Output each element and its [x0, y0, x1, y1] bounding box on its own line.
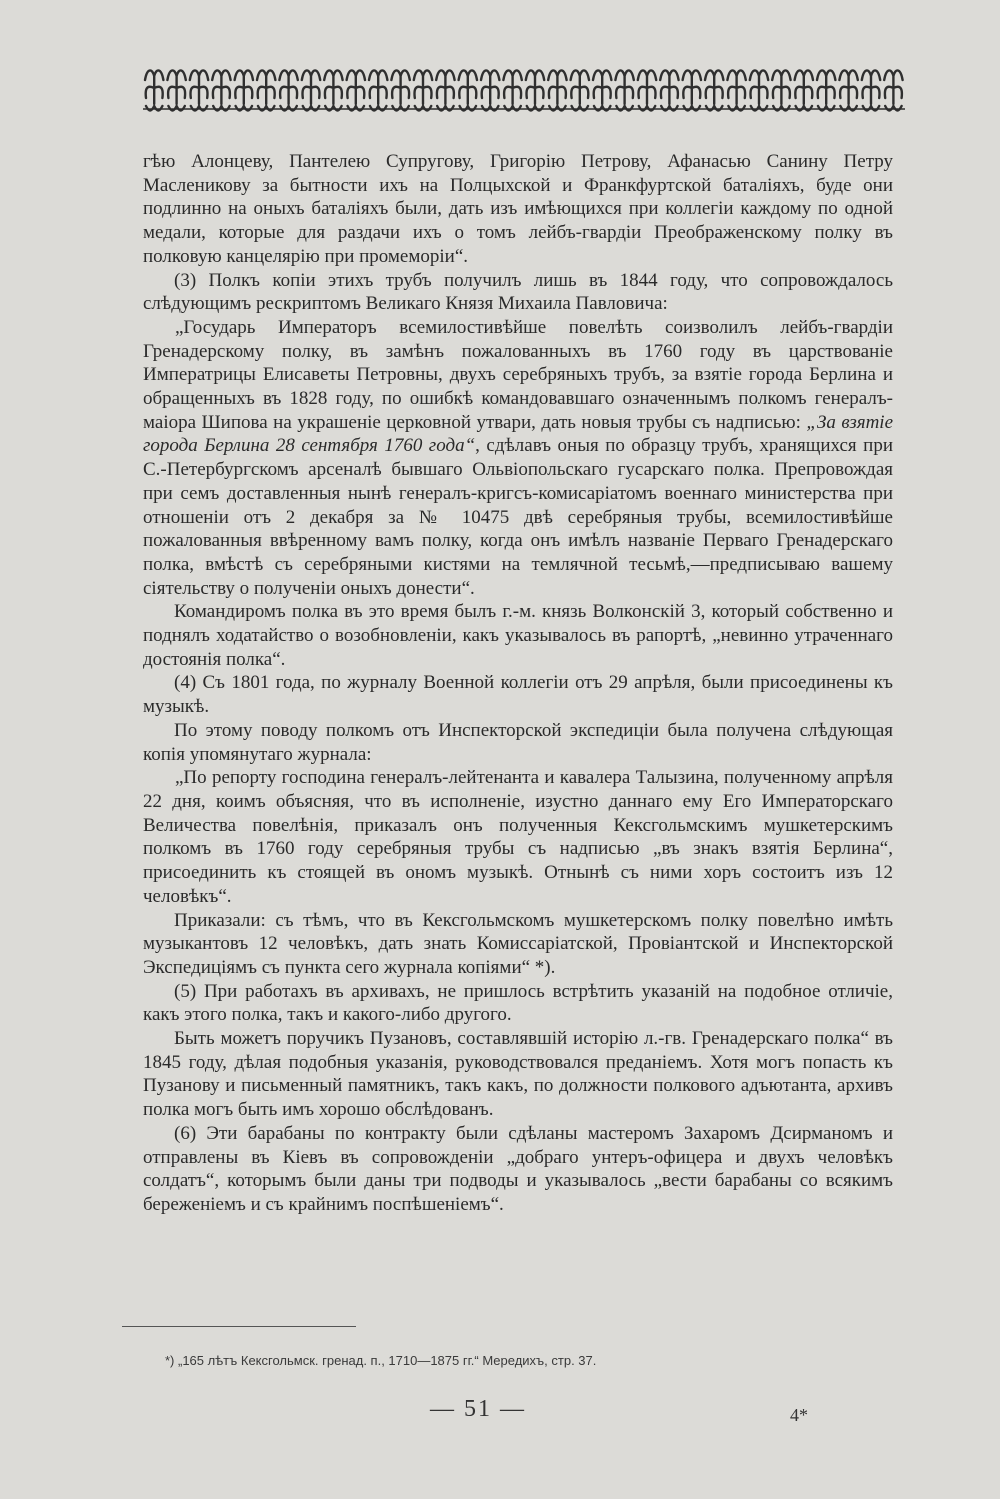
inscription-text: „За взятіе города Берлина 28 сентября 1760 года“ — [143, 411, 894, 457]
rescript-text-continued: , сдѣлавъ оныя по образцу трубъ, хранящихся при С.-Петербургскомъ арсеналѣ бывшаго Ольвіопольскаго гусарскаго полка. Препровождая при семъ доставленныя нынѣ генералъ-кригсъ-комисаріатомъ военнаго министерства при отношеніи отъ 2 декабря за № 10475 двѣ серебряныя трубы, всемилостивѣйше пожалованныя ввѣренному вамъ полку, когда онъ имѣлъ названіе Перваго Гренадерскаго полка, вмѣстѣ съ серебряными кистями на темлячной тесьмѣ,—предписываю вашему сіятельству о полученіи оныхъ донести“. — [143, 435, 893, 599]
footnote: *) „165 лѣтъ Кексгольмск. гренад. п., 1710—1875 гг.“ Мередихъ, стр. 37. — [165, 1353, 597, 1368]
ornament-band-icon — [143, 62, 905, 116]
paragraph-2: (3) Полкъ копіи этихъ трубъ получилъ лишь въ 1844 году, что сопровождалось слѣдующимъ рескриптомъ Великаго Князя Михаила Павловича: — [143, 269, 893, 315]
paragraph-7: „По репорту господина генералъ-лейтенанта и кавалера Талызина, полученному апрѣля 22 дня, коимъ объясняя, что въ исполненіе, изустно даннаго ему Его Императорскаго Величества повелѣнія, приказалъ онъ полученныя Кексгольмскимъ мушкетерскимъ полкомъ въ 1760 году серебряныя трубы съ надписью „въ знакъ взятія Берлина“, присоединить къ стоящей въ ономъ музыкѣ. Отнынѣ съ ними хоръ состоитъ изъ 12 человѣкъ“. — [143, 767, 893, 907]
paragraph-9: (5) При работахъ въ архивахъ, не пришлось встрѣтить указаній на подобное отличіе, какъ этого полка, такъ и какого-либо другого. — [143, 980, 893, 1026]
rescript-text: „Государь Императоръ всемилостивѣйше повелѣть соизволилъ лейбъ-гвардіи Гренадерскому полку, въ замѣнъ пожалованныхъ въ 1760 году въ царствованіе Императрицы Елисаветы Петровны, двухъ серебряныхъ трубъ, за взятіе города Берлина и обращенныхъ въ 1828 году, по ошибкѣ командовавшаго означеннымъ полкомъ генералъ-маіора Шипова на украшеніе церковной утвари, дать новыя трубы съ надписью: — [143, 316, 893, 433]
paragraph-4: Командиромъ полка въ это время былъ г.-м. князь Волконскій 3, который собственно и поднялъ ходатайство о возобновленіи, какъ указывалось въ рапортѣ, „невинно утраченнаго достоянія полка“. — [143, 601, 893, 670]
paragraph-11: (6) Эти барабаны по контракту были сдѣланы мастеромъ Захаромъ Дсирманомъ и отправлены въ Кіевъ въ сопровожденіи „добраго унтеръ-офицера и двухъ человѣкъ солдатъ“, которымъ были даны три подводы и указывалось „вести барабаны со всякимъ береженіемъ и съ крайнимъ поспѣшеніемъ“. — [143, 1122, 893, 1215]
paragraph-8: Приказали: съ тѣмъ, что въ Кексгольмскомъ мушкетерскомъ полку повелѣно имѣть музыкантовъ 12 человѣкъ, дать знать Комиссаріатской, Провіантской и Инспекторской Экспедиціямъ съ пункта сего журнала копіями“ *). — [143, 909, 893, 978]
paragraph-1: гѣю Алонцеву, Пантелею Супругову, Григорію Петрову, Афанасью Санину Петру Масленикову за бытности ихъ на Полцыхской и Франкфуртской баталіяхъ, буде они подлинно на оныхъ баталіяхъ были, дать изъ имѣющихся при коллегіи каждому по одной медали, которые для раздачи ихъ о томъ лейбъ-гвардіи Преображенскому полку въ полковую канцелярію при промеморіи“. — [143, 151, 893, 267]
paragraph-3 — [143, 316, 893, 600]
paragraph-6: По этому поводу полкомъ отъ Инспекторской экспедиціи была получена слѣдующая копія упомянутаго журнала: — [143, 719, 893, 765]
signature-mark: 4* — [790, 1405, 808, 1425]
paragraph-10: Быть можетъ поручикъ Пузановъ, составлявшій исторію л.-гв. Гренадерскаго полка“ въ 1845 году, дѣлая подобныя указанія, руководствовался преданіемъ. Хотя могъ попасть къ Пузанову и письменный памятникъ, такъ какъ, по должности полкового адъютанта, архивъ полка могъ быть имъ хорошо обслѣдованъ. — [143, 1028, 893, 1121]
page-number: — 51 — — [430, 1396, 526, 1422]
body-text — [143, 150, 893, 1217]
paragraph-5: (4) Съ 1801 года, по журналу Военной коллегіи отъ 29 апрѣля, были присоединены къ музыкѣ. — [143, 672, 893, 718]
footnote-divider — [122, 1326, 356, 1327]
